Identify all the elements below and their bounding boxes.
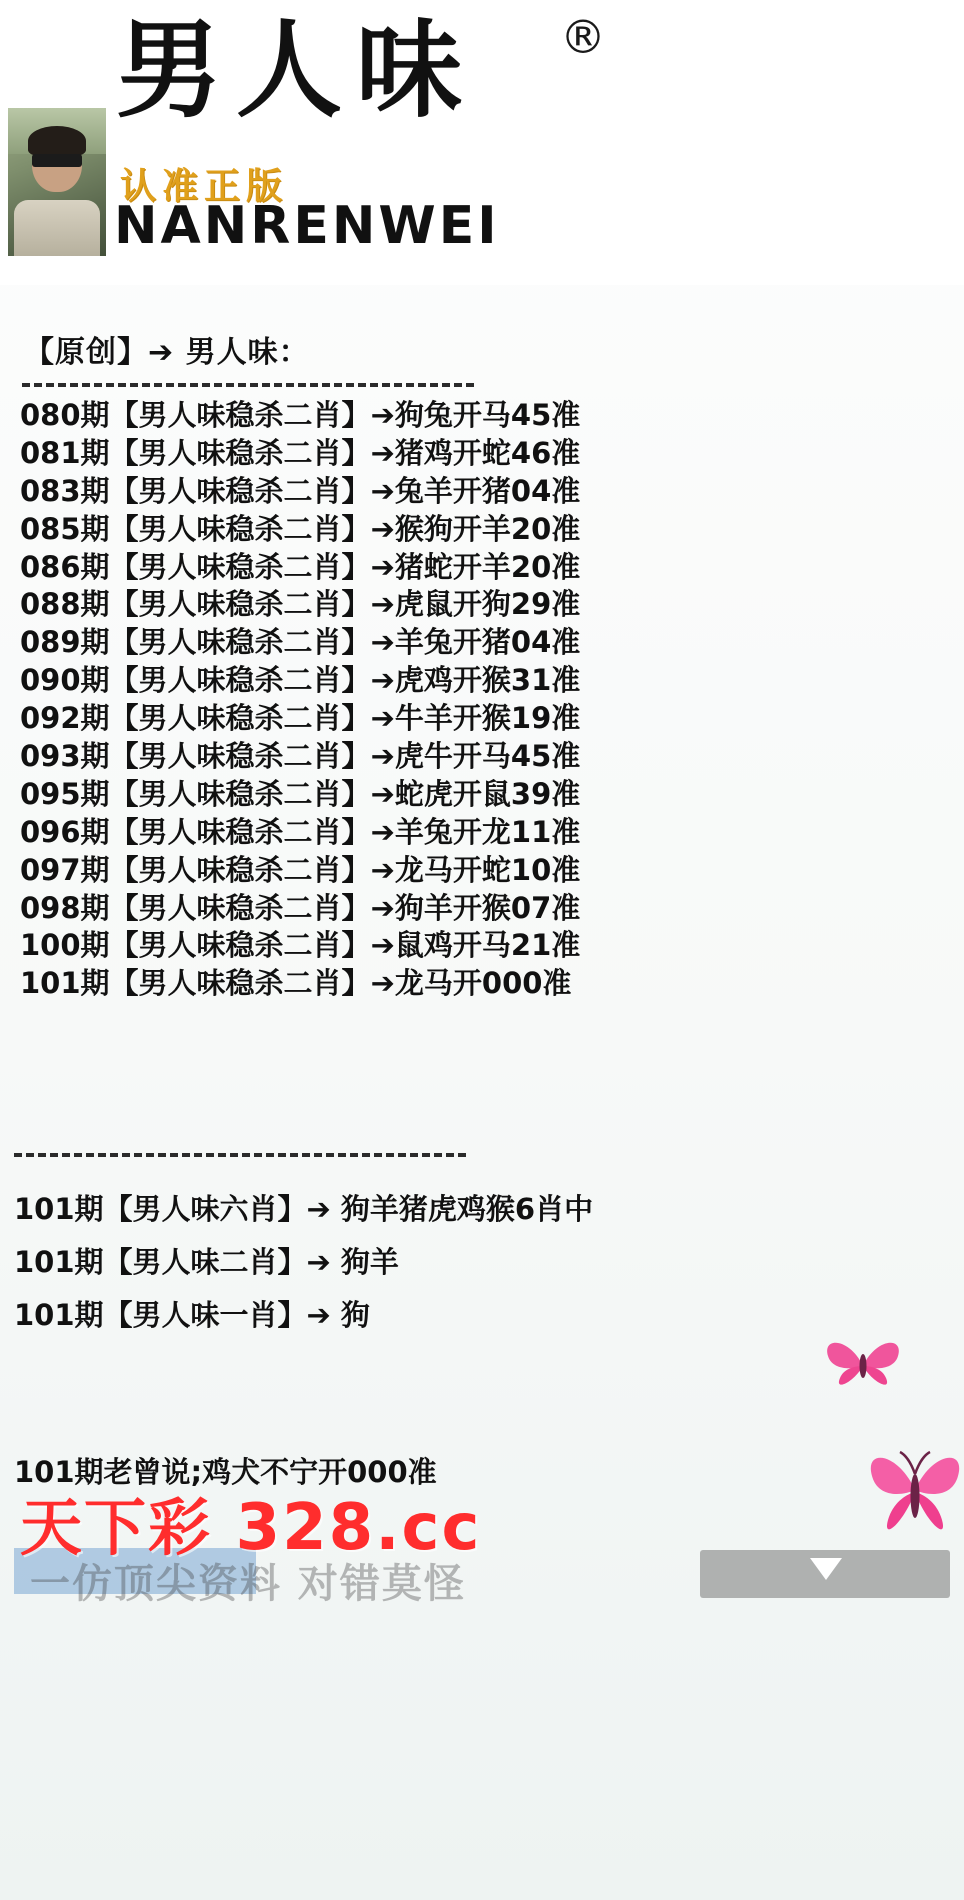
row-pick: 鼠鸡 (394, 928, 453, 963)
row-issue: 090期 (20, 663, 110, 698)
summary-block (14, 1181, 950, 1340)
row-result: 开000准 (452, 966, 572, 1001)
row-result: 开蛇10准 (452, 852, 581, 887)
arrow-icon: ➔ (370, 435, 395, 470)
row-name: 【男人味稳杀二肖】 (109, 739, 371, 774)
row-name: 【男人味稳杀二肖】 (109, 852, 371, 887)
row-pick: 龙马 (394, 852, 453, 887)
row-name: 【男人味稳杀二肖】 (109, 435, 371, 470)
row-pick: 狗兔 (394, 398, 453, 432)
row-issue: 096期 (20, 814, 110, 849)
download-arrow-icon[interactable] (810, 1558, 842, 1580)
row-name: 【男人味稳杀二肖】 (109, 663, 371, 698)
avatar-hair (28, 126, 86, 156)
row-result: 开猪04准 (452, 625, 581, 660)
table-row (20, 776, 580, 814)
row-name: 【男人味稳杀二肖】 (109, 549, 371, 584)
divider-bottom (14, 1153, 466, 1157)
table-row (20, 397, 580, 435)
table-row (20, 965, 580, 1003)
table-row (20, 624, 580, 662)
row-issue: 085期 (20, 511, 110, 546)
logo-title: 男人味 (116, 9, 476, 132)
row-issue: 101期 (20, 966, 110, 1001)
predictions-table-body (20, 397, 580, 1003)
watermark (20, 1478, 481, 1567)
summary-line-six: 101期【男人味六肖】➔ 狗羊猪虎鸡猴6肖中 (14, 1192, 594, 1227)
arrow-icon: ➔ (370, 890, 395, 925)
arrow-icon: ➔ (370, 928, 395, 963)
row-pick: 虎鸡 (394, 663, 453, 698)
row-pick: 猪鸡 (394, 435, 453, 470)
table-row (20, 435, 580, 473)
row-pick: 虎鼠 (394, 587, 453, 622)
row-issue: 086期 (20, 549, 110, 584)
ghost-text: 一仿顶尖资料 对错莫怪 (30, 1561, 466, 1607)
arrow-icon: ➔ (370, 966, 395, 1001)
row-pick: 蛇虎 (394, 776, 453, 811)
note-text: 101期老曾说;鸡犬不宁开000准 (14, 1455, 437, 1490)
row-issue: 080期 (20, 398, 110, 432)
arrow-icon: ➔ (370, 739, 395, 774)
sunglasses-icon (32, 154, 82, 167)
row-result: 开马45准 (452, 398, 581, 432)
arrow-icon: ➔ (370, 473, 395, 508)
row-pick: 羊兔 (394, 814, 453, 849)
table-row (20, 511, 580, 549)
arrow-icon: ➔ (370, 549, 395, 584)
row-result: 开猪04准 (452, 473, 581, 508)
row-name: 【男人味稳杀二肖】 (109, 701, 371, 736)
row-name: 【男人味稳杀二肖】 (109, 587, 371, 622)
arrow-icon: ➔ (370, 587, 395, 622)
table-row (20, 586, 580, 624)
row-pick: 猴狗 (394, 511, 453, 546)
logo-subtitle-cn: 认准正版 (120, 166, 289, 207)
site-header (0, 0, 964, 285)
table-row (20, 852, 580, 890)
row-issue: 098期 (20, 890, 110, 925)
row-pick: 兔羊 (394, 473, 453, 508)
table-row (20, 473, 580, 511)
summary-line-one: 101期【男人味一肖】➔ 狗 (14, 1298, 370, 1333)
row-issue: 081期 (20, 435, 110, 470)
row-name: 【男人味稳杀二肖】 (109, 966, 371, 1001)
divider-top (22, 383, 474, 387)
row-name: 【男人味稳杀二肖】 (109, 625, 371, 660)
row-result: 开羊20准 (452, 549, 581, 584)
watermark-brand: 天下彩 (20, 1491, 213, 1564)
table-row (20, 814, 580, 852)
arrow-icon: ➔ (370, 814, 395, 849)
row-issue: 100期 (20, 928, 110, 963)
row-result: 开猴07准 (452, 890, 581, 925)
row-name: 【男人味稳杀二肖】 (109, 398, 371, 432)
watermark-domain: 328.cc (235, 1491, 482, 1565)
row-result: 开马21准 (452, 928, 581, 963)
arrow-icon: ➔ (370, 625, 395, 660)
row-result: 开蛇46准 (452, 435, 581, 470)
row-result: 开马45准 (452, 739, 581, 774)
row-pick: 虎牛 (394, 739, 453, 774)
row-result: 开狗29准 (452, 587, 581, 622)
predictions-table (20, 397, 580, 1003)
arrow-icon: ➔ (370, 776, 395, 811)
table-row (20, 549, 580, 587)
table-row (20, 927, 580, 965)
avatar (8, 108, 106, 256)
row-name: 【男人味稳杀二肖】 (109, 511, 371, 546)
row-issue: 097期 (20, 852, 110, 887)
table-row (20, 662, 580, 700)
row-pick: 猪蛇 (394, 549, 453, 584)
section-title: 【原创】➔ 男人味： (24, 335, 310, 370)
row-name: 【男人味稳杀二肖】 (109, 814, 371, 849)
arrow-icon: ➔ (370, 852, 395, 887)
row-name: 【男人味稳杀二肖】 (109, 890, 371, 925)
logo-subtitle-en: NANRENWEI (114, 196, 500, 256)
row-pick: 龙马 (394, 966, 453, 1001)
row-pick: 牛羊 (394, 701, 453, 736)
row-name: 【男人味稳杀二肖】 (109, 473, 371, 508)
table-row (20, 738, 580, 776)
row-name: 【男人味稳杀二肖】 (109, 776, 371, 811)
row-name: 【男人味稳杀二肖】 (109, 928, 371, 963)
summary-line-two: 101期【男人味二肖】➔ 狗羊 (14, 1245, 399, 1280)
avatar-body (14, 200, 100, 256)
arrow-icon: ➔ (370, 398, 395, 432)
row-result: 开龙11准 (452, 814, 581, 849)
row-result: 开猴19准 (452, 701, 581, 736)
row-result: 开羊20准 (452, 511, 581, 546)
row-issue: 089期 (20, 625, 110, 660)
row-issue: 092期 (20, 701, 110, 736)
table-row (20, 700, 580, 738)
arrow-icon: ➔ (370, 511, 395, 546)
spacer (14, 1003, 950, 1153)
row-issue: 095期 (20, 776, 110, 811)
main-content (0, 327, 964, 1491)
row-result: 开猴31准 (452, 663, 581, 698)
row-result: 开鼠39准 (452, 776, 581, 811)
arrow-icon: ➔ (370, 663, 395, 698)
table-row (20, 890, 580, 928)
registered-trademark-icon: ® (560, 10, 606, 64)
row-issue: 083期 (20, 473, 110, 508)
row-issue: 093期 (20, 739, 110, 774)
row-pick: 狗羊 (394, 890, 453, 925)
row-pick: 羊兔 (394, 625, 453, 660)
arrow-icon: ➔ (370, 701, 395, 736)
row-issue: 088期 (20, 587, 110, 622)
